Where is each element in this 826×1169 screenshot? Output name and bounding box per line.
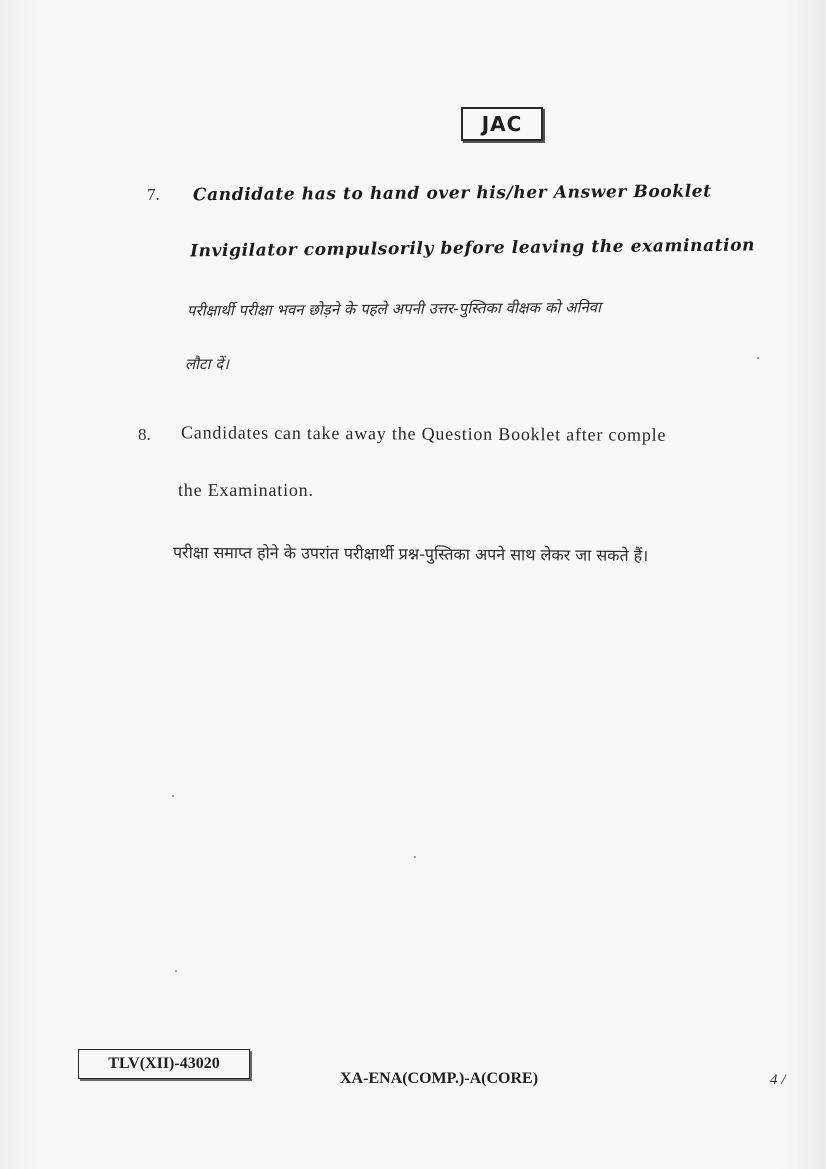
instruction-8-number: 8.: [138, 425, 151, 444]
footer-page-number: 4 /: [770, 1072, 786, 1088]
instruction-7-hindi-line-1: परीक्षार्थी परीक्षा भवन छोड़ने के पहले अपनी उत्तर-पुस्तिका वीक्षक को अनिवा: [186, 298, 602, 320]
instruction-7-hindi-line-2: लौटा दें।: [185, 355, 229, 373]
instruction-8-english-line-2: the Examination.: [178, 480, 314, 500]
instruction-7-number: 7.: [147, 185, 160, 204]
instruction-8-english-line-1: Candidates can take away the Question Booklet after comple: [180, 422, 667, 445]
footer-code-box: TLV(XII)-43020: [78, 1049, 250, 1079]
instruction-8-hindi-line-1: परीक्षा समाप्त होने के उपरांत परीक्षार्थी प्रश्न-पुस्तिका अपने साथ लेकर जा सकते हैं।: [172, 542, 649, 566]
footer-paper-code: XA-ENA(COMP.)-A(CORE): [340, 1070, 539, 1087]
scan-speck: [172, 795, 174, 797]
instruction-7-english-line-1: Candidate has to hand over his/her Answer Booklet: [192, 181, 712, 206]
instruction-7-english-line-2: Invigilator compulsorily before leaving the examination: [189, 235, 756, 262]
jac-badge: JAC: [461, 107, 543, 141]
scan-speck: [757, 357, 759, 359]
scan-speck: [175, 970, 177, 972]
scan-speck: [414, 856, 416, 858]
